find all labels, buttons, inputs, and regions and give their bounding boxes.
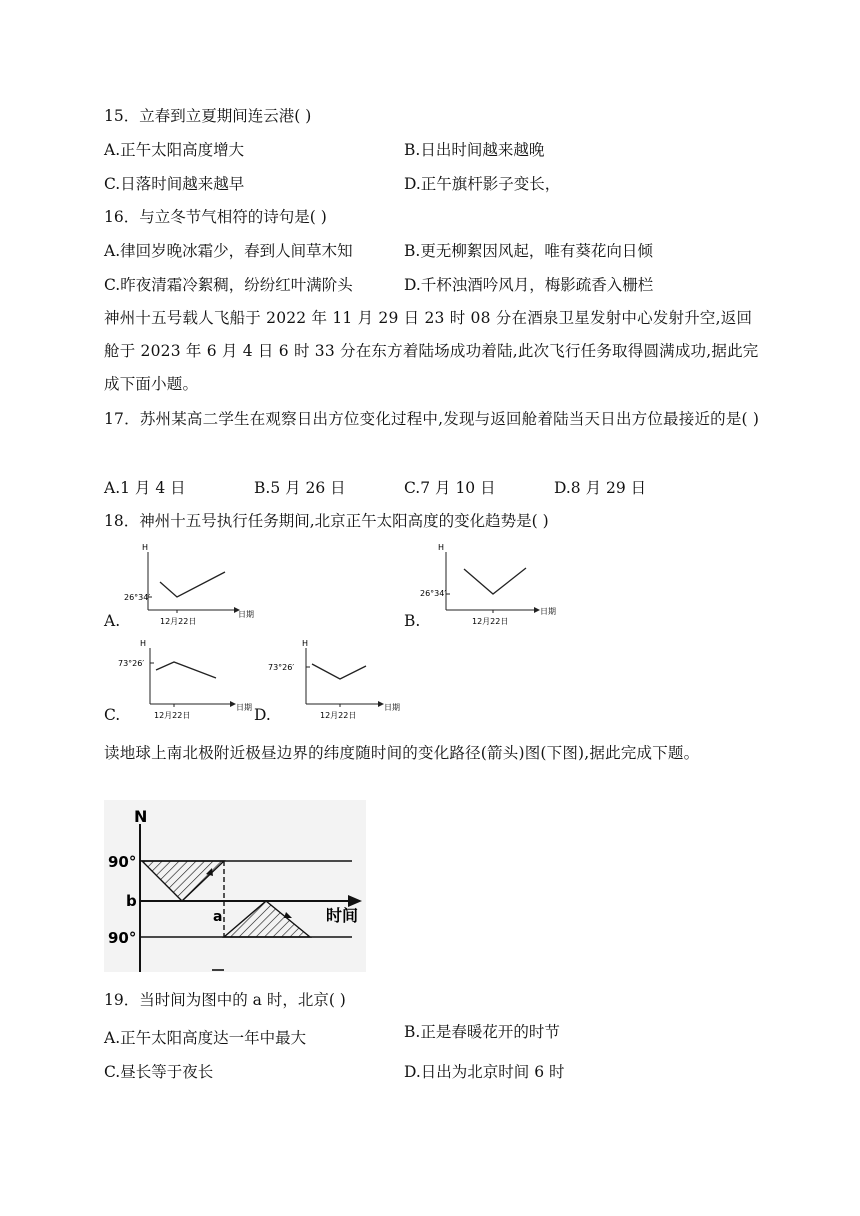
- intro-polar-day: 读地球上南北极附近极昼边界的纬度随时间的变化路径(箭头)图(下图),据此完成下题。: [104, 744, 700, 762]
- graph-c-x-label: 日期: [236, 703, 252, 712]
- q15-option-c: C.日落时间越来越早: [104, 175, 245, 193]
- q19-option-b: B.正是春暖花开的时节: [404, 1023, 560, 1041]
- graph-a-y-label: H: [142, 543, 149, 552]
- q19-option-d: D.日出为北京时间 6 时: [404, 1063, 565, 1081]
- q18-option-c: C.: [104, 706, 121, 724]
- graph-d-angle-label: 73°26′: [268, 663, 295, 672]
- q16-option-c: C.昨夜清霜冷絮稠，纷纷红叶满阶头: [104, 276, 353, 294]
- figure-a-label: a: [213, 909, 223, 925]
- graph-b-date-label: 12月22日: [472, 617, 509, 626]
- q19-stem: 19．当时间为图中的 a 时，北京( ): [104, 991, 346, 1009]
- q17-stem: 17．苏州某高二学生在观察日出方位变化过程中,发现与返回舱着陆当天日出方位最接近的是( ): [104, 410, 760, 428]
- intro-shenzhou: 神州十五号载人飞船于 2022 年 11 月 29 日 23 时 08 分在酒泉卫星发射中心发射升空,返回舱于 2023 年 6 月 4 日 6 时 33 分在东方着陆场成功着陆,此次飞行任务取得圆满成功,据此完成下面小题。: [104, 309, 759, 393]
- q18-stem: 18．神州十五号执行任务期间,北京正午太阳高度的变化趋势是( ): [104, 512, 549, 530]
- q17-option-a: A.1 月 4 日: [104, 479, 186, 497]
- q16-option-b: B.更无柳絮因风起，唯有葵花向日倾: [404, 242, 653, 260]
- graph-d-x-label: 日期: [384, 703, 400, 712]
- q15-option-b: B.日出时间越来越晚: [404, 141, 545, 159]
- graph-a-date-label: 12月22日: [160, 617, 197, 626]
- graph-d-curve: [312, 664, 366, 679]
- figure-lat-bottom-label: 90°: [108, 929, 137, 947]
- q15-option-d: D.正午旗杆影子变长，: [404, 175, 561, 193]
- q18-graph-a: [124, 540, 270, 634]
- q18-graph-c: [118, 636, 268, 726]
- graph-c-date-label: 12月22日: [154, 711, 191, 720]
- q18-option-a: A.: [104, 612, 121, 630]
- q17-option-c: C.7 月 10 日: [404, 479, 496, 497]
- q18-option-d: D.: [254, 706, 271, 724]
- graph-b-curve: [464, 568, 526, 594]
- figure-b-label: b: [126, 892, 137, 910]
- graph-a-x-label: 日期: [238, 610, 254, 619]
- graph-d-date-label: 12月22日: [320, 711, 357, 720]
- graph-c-curve: [156, 662, 216, 678]
- graph-c-angle-label: 73°26′: [118, 659, 145, 668]
- figure-time-label: 时间: [326, 906, 359, 925]
- q16-option-d: D.千杯浊酒吟风月，梅影疏香入栅栏: [404, 276, 654, 294]
- q16-stem: 16．与立冬节气相符的诗句是( ): [104, 208, 327, 226]
- graph-b-y-label: H: [438, 543, 445, 552]
- q15-stem: 15．立春到立夏期间连云港( ): [104, 107, 312, 125]
- q17-option-b: B.5 月 26 日: [254, 479, 346, 497]
- graph-b-x-label: 日期: [540, 607, 556, 616]
- polar-day-figure: [104, 800, 366, 976]
- q19-option-c: C.昼长等于夜长: [104, 1063, 214, 1081]
- q19-option-a: A.正午太阳高度达一年中最大: [104, 1029, 307, 1047]
- graph-c-y-label: H: [140, 639, 147, 648]
- q17-option-d: D.8 月 29 日: [554, 479, 647, 497]
- graph-d-y-label: H: [302, 639, 309, 648]
- figure-north-label: N: [134, 807, 148, 826]
- q16-option-a: A.律回岁晚冰霜少，春到人间草木知: [104, 242, 353, 260]
- graph-a-angle-label: 26°34′: [124, 593, 151, 602]
- q15-option-a: A.正午太阳高度增大: [104, 141, 245, 159]
- q18-option-b: B.: [404, 612, 421, 630]
- graph-b-angle-label: 26°34′: [420, 589, 447, 598]
- q18-graph-b: [420, 540, 568, 634]
- figure-lat-top-label: 90°: [108, 853, 137, 871]
- q18-graph-d: [266, 636, 416, 726]
- graph-a-curve: [160, 572, 225, 597]
